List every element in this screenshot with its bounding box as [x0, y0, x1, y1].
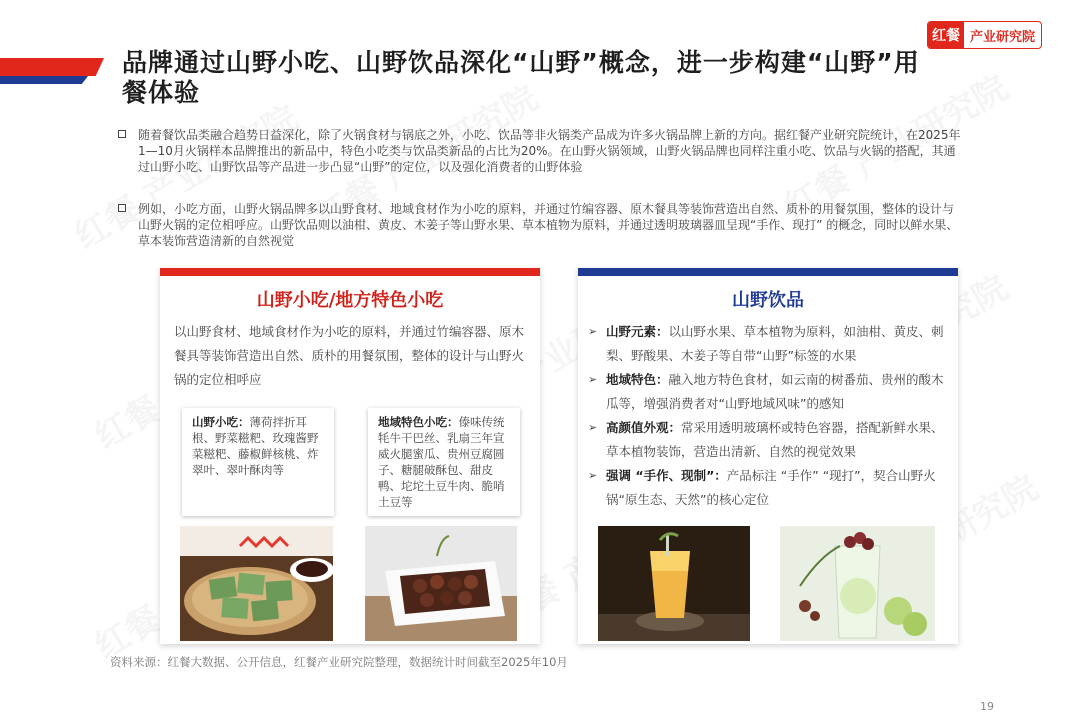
snacks-card-description: 以山野食材、地域食材作为小吃的原料，并通过竹编容器、原木餐具等装饰营造出自然、质朴的用餐氛围，整体的设计与山野火锅的定位相呼应: [174, 324, 525, 387]
page-title: 品牌通过山野小吃、山野饮品深化“山野”概念，进一步构建“山野”用餐体验: [122, 48, 920, 107]
wild-snacks-text: 薄荷拌折耳根、野菜糍粑、玫瑰酱野菜糍粑、藤椒鲜核桃、炸翠叶、翠叶酥肉等: [192, 415, 319, 477]
regional-snacks-label: 地域特色小吃：: [378, 415, 459, 429]
card-top-bar: [578, 268, 958, 276]
drink-feature-item: [588, 368, 948, 416]
intro-paragraph-text: 随着餐饮品类融合趋势日益深化，除了火锅食材与锅底之外，小吃、饮品等非火锅类产品成为许多火锅品牌上新的方向。据红餐产业研究院统计，在2025年1—10月火锅样本品牌推出的新品中，特色小吃类与饮品类新品的占比为20%。在山野火锅领域，山野火锅品牌也同样注重小吃、饮品与火锅的搭配，其通过山野小吃、山野饮品等产品进一步凸显“山野”的定位，以及强化消费者的山野体验: [138, 128, 961, 174]
square-bullet-icon: [118, 204, 126, 212]
drink-feature-item: [588, 320, 948, 368]
arrow-bullet-icon: ➢: [588, 325, 598, 338]
drink-feature-item: [588, 416, 948, 464]
card-top-bar: [160, 268, 540, 276]
header-accent-red: [0, 58, 104, 76]
regional-snacks-text: 傣味传统牦牛干巴丝、乳扇三年宣威火腿蜜瓜、贵州豆腐圆子、糖腿破酥包、甜皮鸭、坨坨土豆牛肉、脆哨土豆等: [378, 415, 505, 509]
wild-snack-photo: [180, 526, 333, 641]
arrow-bullet-icon: ➢: [588, 421, 598, 434]
wild-snacks-label: 山野小吃：: [192, 415, 250, 429]
regional-snack-photo: [365, 526, 517, 641]
data-source-note: 资料来源：红餐大数据、公开信息，红餐产业研究院整理，数据统计时间截至2025年10月: [110, 655, 568, 669]
drinks-feature-list: [588, 320, 948, 512]
drink-photo-juice: [598, 526, 750, 641]
drink-feature-text: 产品标注 “手作” “现打”，契合山野火锅“原生态、天然”的核心定位: [606, 468, 936, 507]
snacks-card: [160, 268, 540, 644]
example-paragraph: [120, 201, 965, 249]
page-number: 19: [980, 700, 994, 713]
regional-snacks-box: [368, 408, 520, 516]
header-accent-blue: [0, 76, 88, 84]
intro-paragraph: [120, 127, 965, 175]
drink-feature-label: 地域特色：: [606, 372, 669, 387]
logo-text: 产业研究院: [969, 29, 1035, 45]
drink-feature-label: 强调 “手作、现制”：: [606, 468, 727, 483]
drink-feature-text: 融入地方特色食材，如云南的树番茄、贵州的酸木瓜等，增强消费者对“山野地域风味”的感知: [606, 372, 944, 411]
drink-feature-text: 以山野水果、草本植物为原料，如油柑、黄皮、刺梨、野酸果、木姜子等自带“山野”标签的水果: [606, 324, 944, 363]
logo-brand: 红餐: [928, 22, 964, 48]
square-bullet-icon: [118, 130, 126, 138]
arrow-bullet-icon: ➢: [588, 469, 598, 482]
snacks-card-title: 山野小吃/地方特色小吃: [256, 290, 444, 311]
wild-snacks-box: [182, 408, 334, 516]
drink-feature-label: 山野元素：: [606, 324, 669, 339]
drinks-card-title: 山野饮品: [732, 290, 804, 311]
arrow-bullet-icon: ➢: [588, 373, 598, 386]
example-paragraph-text: 例如，小吃方面，山野火锅品牌多以山野食材、地域食材作为小吃的原料，并通过竹编容器、原木餐具等装饰营造出自然、质朴的用餐氛围，整体的设计与山野火锅的定位相呼应。山野饮品则以油柑、黄皮、木姜子等山野水果、草本植物为原料，并通过透明玻璃器皿呈现“手作、现打” 的概念，同时以鲜水果、草本装饰营造清新的自然视觉: [138, 202, 959, 248]
brand-logo: [927, 21, 1042, 49]
drink-feature-item: [588, 464, 948, 512]
drink-feature-text: 常采用透明玻璃杯或特色容器，搭配新鲜水果、草本植物装饰，营造出清新、自然的视觉效果: [606, 420, 944, 459]
drink-photo-herbal: [780, 526, 935, 641]
drink-feature-label: 高颜值外观：: [606, 420, 682, 435]
drinks-card: [578, 268, 958, 644]
